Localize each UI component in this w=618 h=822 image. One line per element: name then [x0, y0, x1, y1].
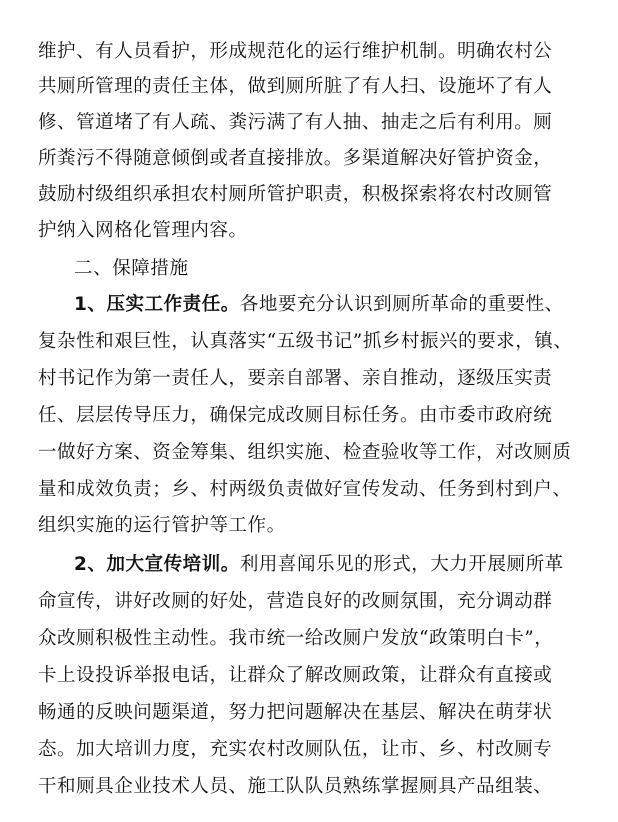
item1-line-4: 任、层层传导压力，确保完成改厕目标任务。由市委市政府统	[38, 405, 553, 426]
item1-line-3: 村书记作为第一责任人，要亲自部署、亲自推动，逐级压实责	[38, 368, 553, 389]
item1-line-6: 量和成效负责；乡、村两级负责做好宣传发动、任务到村到户、	[38, 479, 572, 500]
item2-line-6: 态。加大培训力度，充实农村改厕队伍，让市、乡、村改厕专	[38, 739, 553, 760]
section-heading: 二、保障措施	[74, 258, 189, 279]
intro-line-6: 护纳入网格化管理内容。	[38, 220, 248, 241]
intro-line-4: 所粪污不得随意倾倒或者直接排放。多渠道解决好管护资金，	[38, 148, 553, 169]
item2-line-3: 众改厕积极性主动性。我市统一给改厕户发放“政策明白卡”，	[38, 628, 554, 649]
item1-line-2: 复杂性和艰巨性，认真落实“五级书记”抓乡村振兴的要求，镇、	[38, 331, 573, 352]
item1-lead: 1、压实工作责任。	[74, 294, 240, 315]
intro-line-1: 维护、有人员看护，形成规范化的运行维护机制。明确农村公	[38, 41, 553, 62]
item2-line-7: 干和厕具企业技术人员、施工队队员熟练掌握厕具产品组装、	[38, 776, 553, 797]
item2-line-4: 卡上设投诉举报电话，让群众了解改厕政策，让群众有直接或	[38, 665, 553, 686]
item1-line-5: 一做好方案、资金筹集、组织实施、检查验收等工作，对改厕质	[38, 442, 572, 463]
item2-first-line	[74, 550, 588, 580]
item1-first-rest: 各地要充分认识到厕所革命的重要性、	[239, 294, 564, 315]
item2-line-5: 畅通的反映问题渠道，努力把问题解决在基层、解决在萌芽状	[38, 702, 553, 723]
intro-line-2: 共厕所管理的责任主体，做到厕所脏了有人扫、设施坏了有人	[38, 76, 553, 97]
item1-first-line	[74, 290, 588, 320]
intro-line-5: 鼓励村级组织承担农村厕所管护职责，积极探索将农村改厕管	[38, 184, 553, 205]
item2-lead: 2、加大宣传培训。	[74, 554, 240, 575]
item2-first-rest: 利用喜闻乐见的形式，大力开展厕所革	[239, 554, 564, 575]
item1-line-7: 组织实施的运行管护等工作。	[38, 515, 286, 536]
intro-line-3: 修、管道堵了有人疏、粪污满了有人抽、抽走之后有利用。厕	[38, 112, 553, 133]
item2-line-2: 命宣传，讲好改厕的好处，营造良好的改厕氛围，充分调动群	[38, 591, 553, 612]
